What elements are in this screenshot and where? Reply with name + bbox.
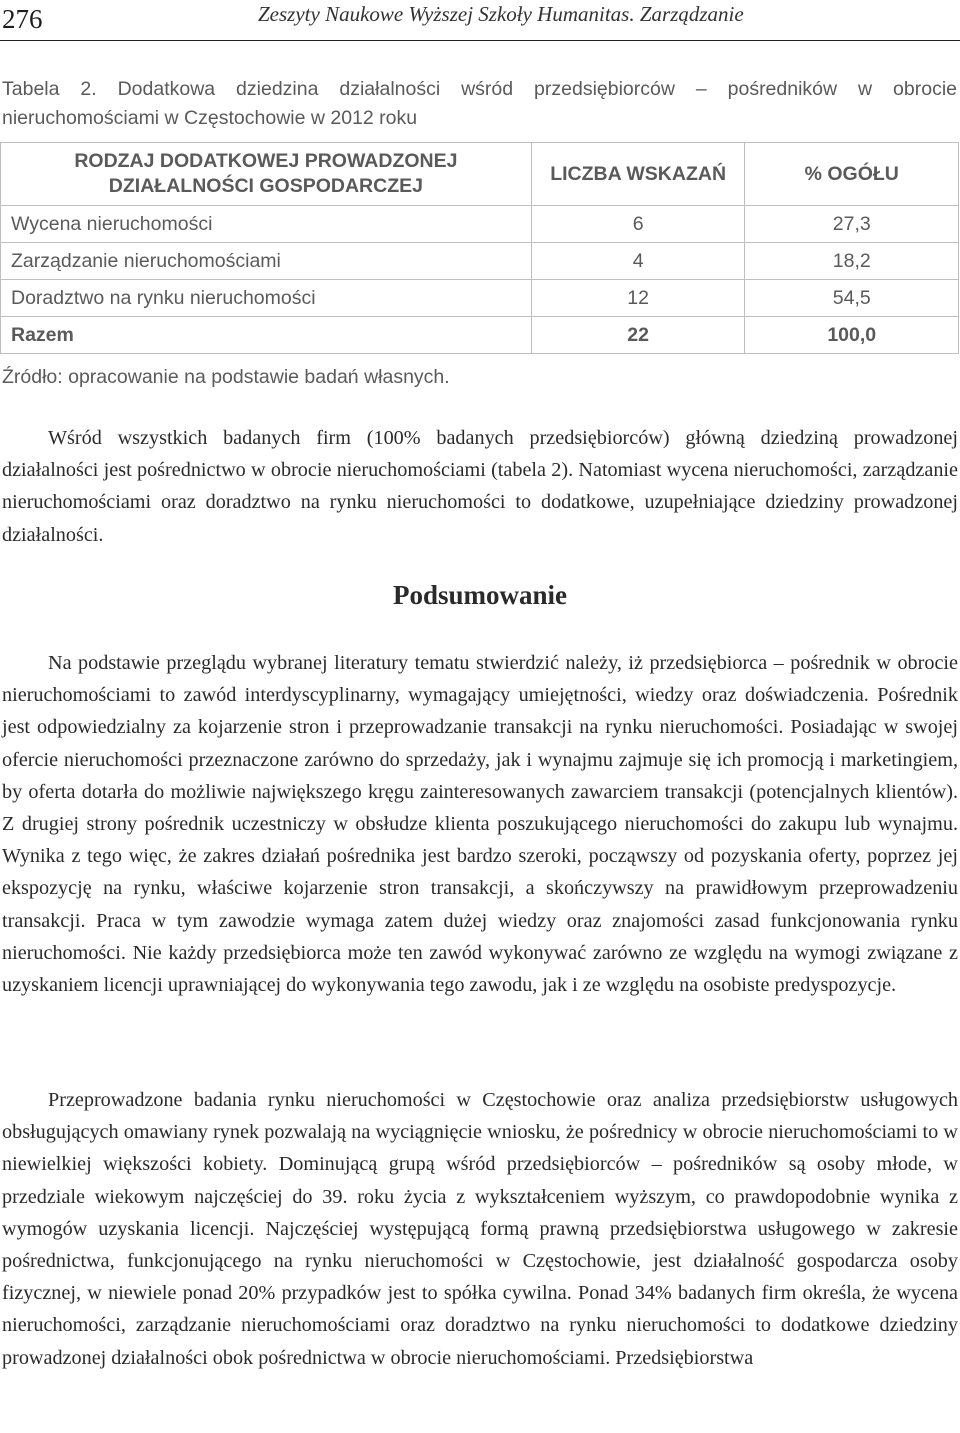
table-source-note: Źródło: opracowanie na podstawie badań własnych. xyxy=(2,366,450,388)
table-header-row xyxy=(1,143,959,206)
table-total-percent: 100,0 xyxy=(745,317,959,354)
column-header-category: RODZAJ DODATKOWEJ PROWADZONEJ DZIAŁALNOŚCI GOSPODARCZEJ xyxy=(1,143,532,206)
table-cell-category: Wycena nieruchomości xyxy=(1,206,532,243)
table-row xyxy=(1,243,959,280)
body-paragraph: Wśród wszystkich badanych firm (100% badanych przedsiębiorców) główną dziedziną prowadzonej działalności jest pośrednictwo w obrocie nieruchomościami (tabela 2). Natomiast wycena nieruchomości, zarządzanie nieruchomościami oraz doradztwo na rynku nieruchomości to dodatkowe, uzupełniające dziedziny prowadzonej działalności. xyxy=(2,427,958,546)
body-paragraph: Na podstawie przeglądu wybranej literatury tematu stwierdzić należy, iż przedsiębiorca – pośrednik w obrocie nieruchomościami to zawód interdyscyplinarny, wymagający umiejętności, wiedzy oraz doświadczenia. Pośrednik jest odpowiedzialny za kojarzenie stron i przeprowadzanie transakcji na rynku nieruchomości. Posiadając w swojej ofercie nieruchomości przeznaczone zarówno do sprzedaży, jak i wynajmu zajmuje się ich promocją i marketingiem, by oferta dotarła do możliwie największego kręgu zainteresowanych zawarciem transakcji (potencjalnych klientów). Z drugiej strony pośrednik uczestniczy w obsłudze klienta poszukującego nieruchomości do zakupu lub wynajmu. Wynika z tego więc, że zakres działań pośrednika jest bardzo szeroki, począwszy od pozyskania oferty, poprzez jej ekspozycję na rynku, właściwe kojarzenie stron transakcji, a skończywszy na prawidłowym przeprowadzeniu transakcji. Praca w tym zawodzie wymaga zatem dużej wiedzy oraz znajomości zasad funkcjonowania rynku nieruchomości. Nie każdy przedsiębiorca może ten zawód wykonywać zarówno ze względu na wymogi związane z uzyskaniem licencji uprawniającej do wykonywania tego zawodu, jak i ze względu na osobiste predyspozycje. xyxy=(2,652,958,997)
page-number: 276 xyxy=(2,4,43,34)
column-header-count: LICZBA WSKAZAŃ xyxy=(531,143,745,206)
running-header xyxy=(0,0,960,41)
table-cell-category: Doradztwo na rynku nieruchomości xyxy=(1,280,532,317)
table-row xyxy=(1,280,959,317)
column-header-percent: % OGÓŁU xyxy=(745,143,959,206)
table-total-row xyxy=(1,317,959,354)
table-cell-category: Zarządzanie nieruchomościami xyxy=(1,243,532,280)
table-row xyxy=(1,206,959,243)
section-heading: Podsumowanie xyxy=(392,580,568,610)
table-cell-percent: 18,2 xyxy=(745,243,959,280)
table-total-label: Razem xyxy=(1,317,532,354)
table-cell-percent: 54,5 xyxy=(745,280,959,317)
data-table xyxy=(0,142,959,354)
table-cell-count: 12 xyxy=(531,280,745,317)
table-cell-percent: 27,3 xyxy=(745,206,959,243)
table-total-count: 22 xyxy=(531,317,745,354)
table-cell-count: 6 xyxy=(531,206,745,243)
journal-title: Zeszyty Naukowe Wyższej Szkoły Humanitas. Zarządzanie xyxy=(258,2,744,26)
body-paragraph: Przeprowadzone badania rynku nieruchomości w Częstochowie oraz analiza przedsiębiorstw usługowych obsługujących omawiany rynek pozwalają na wyciągnięcie wniosku, że pośrednicy w obrocie nieruchomościami to w niewielkiej większości kobiety. Dominującą grupą wśród przedsiębiorców – pośredników są osoby młode, w przedziale wiekowym najczęściej do 39. roku życia z wykształceniem wyższym, co prawdopodobnie wynika z wymogów uzyskania licencji. Najczęściej występującą formą prawną przedsiębiorstwa usługowego w zakresie pośrednictwa, funkcjonującego na rynku nieruchomości w Częstochowie, jest działalność gospodarcza osoby fizycznej, w niewiele ponad 20% przypadków jest to spółka cywilna. Ponad 34% badanych firm określa, że wycena nieruchomości, zarządzanie nieruchomościami oraz doradztwo na rynku nieruchomości to dodatkowe dziedziny prowadzonej działalności obok pośrednictwa w obrocie nieruchomościami. Przedsiębiorstwa xyxy=(2,1089,958,1369)
table-caption: Tabela 2. Dodatkowa dziedzina działalności wśród przedsiębiorców – pośredników w obrocie nieruchomościami w Częstochowie w 2012 roku xyxy=(2,78,957,129)
table-cell-count: 4 xyxy=(531,243,745,280)
